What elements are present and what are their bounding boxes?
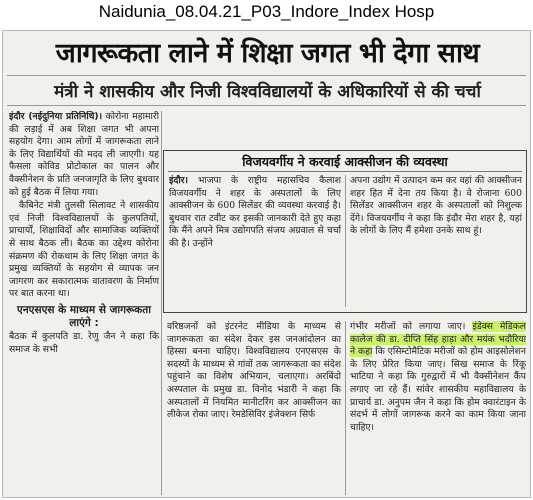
right-para xyxy=(350,321,526,434)
divider xyxy=(7,75,526,76)
box-divider xyxy=(168,171,522,172)
box-column-2 xyxy=(350,175,522,311)
subheadline: मंत्री ने शासकीय और निजी विश्वविद्यालयों के अधिकारियों से की चर्चा xyxy=(54,82,481,102)
headline: जागरूकता लाने में शिक्षा जगत भी देगा साथ xyxy=(55,38,480,69)
sidebar-story-box xyxy=(163,150,527,313)
divider xyxy=(7,105,526,106)
left-column xyxy=(9,111,159,497)
box-title: विजयवर्गीय ने करवाई आक्सीजन की व्यवस्था xyxy=(242,154,448,169)
file-caption: Naidunia_08.04.21_P03_Indore_Index Hosp xyxy=(98,2,435,21)
right-text-before: गंभीर मरीजों को लगाया जाए। xyxy=(350,321,466,332)
column-divider xyxy=(345,321,346,495)
column-divider xyxy=(161,111,162,495)
box-column-1 xyxy=(169,175,341,311)
left-para-1 xyxy=(9,111,159,199)
left-para-1-text: कोरोना महामारी की लड़ाई में अब शिक्षा जगत भी अपना सहयोग देगा। आम लोगों में जागरूकता लाने के लिए विद्यार्थियों की मदद ली जाएगी। यह फैसला कोविड प्रोटोकाल का पालन और वैक्सीनेशन के प्रति जनजागृति के लिए बुधवार को हुई बैठक में लिया गया। xyxy=(9,111,159,198)
newspaper-clipping xyxy=(2,30,531,498)
left-para-2: कैबिनेट मंत्री तुलसी सिलावट ने शासकीय एवं निजी विश्वविद्यालयों के कुलपतियों, प्राचार्यों, शिक्षाविदों और सामाजिक व्यक्तियों से साथ बैठक ली। बैठक का उद्देश्य कोरोना संक्रमण की रोकथाम के लिए शिक्षा जगत के प्रमुख व्यक्तियों के सहयोग से व्यापक जन जागरण कर सकारात्मक वातावरण के निर्माण पर बात करना था। xyxy=(9,200,159,300)
box-dateline: इंदौर। xyxy=(169,175,189,186)
box-column-divider xyxy=(345,175,346,307)
right-column xyxy=(350,321,526,497)
box-col1-text: भाजपा के राष्ट्रीय महासचिव कैलाश विजयवर्गीय ने शहर के अस्पतालों के लिए आक्सीजन के 600 सिलेंडर की व्यवस्था करवाई है। बुधवार रात टवीट कर इसकी जानकारी देते हुए कहा कि मैंने अपने मित्र उद्योगपति संजय अग्रवाल से चर्चा की है। उन्होंने xyxy=(169,175,341,249)
box-para-1 xyxy=(169,175,341,251)
box-para-2: अपना उद्योग में उत्पादन कम कर वहां की आक्सीजन शहर हित में देना तय किया है। वे रोजाना 600 सिलेंडर आक्सीजन शहर के अस्पतालों को निशुल्क देंगे। विजयवर्गीय ने कहा कि इंदौर मेरा शहर है, यहां के लोगों के लिए मैं हमेशा उनके साथ हूं। xyxy=(350,175,522,237)
right-text-after: कि एसिम्टोमैटिक मरीजों को होम आइसोलेशन के लिए प्रेरित किया जाए। सिख समाज के रिंकू भाटिया ने कहा कि गुरुद्वारों में भी वैक्सीनेशन कैंप लगाए जा रहे हैं। सांवेर शासकीय महाविद्यालय के प्राचार्य डा. अनुपम जैन ने कहा कि होम क्वारंटाइन के संदर्भ में लोगों जागरूक करने का काम किया जाना चाहिए। xyxy=(350,346,526,433)
dateline: इंदौर (नईदुनिया प्रतिनिधि)। xyxy=(9,111,103,122)
left-para-3: बैठक में कुलपति डा. रेणु जैन ने कहा कि समाज के सभी xyxy=(9,330,159,355)
section-subheading: एनएसएस के माध्यम से जागरूकता लाएंगे : xyxy=(17,303,151,329)
highlighted-text: इंडेक्स मेडिकल कालेज की डा. दीप्ति सिंह हाड़ा और मयंक भदौरिया ने कहा xyxy=(350,321,526,358)
middle-column xyxy=(167,321,341,497)
middle-para: वरिष्ठजनों को इंटरनेट मीडिया के माध्यम से जागरूकता का संदेश देकर इस जनआंदोलन का हिस्सा बनना चाहिए। विश्वविद्यालय एनएसएस के सदस्यों के माध्यम से गांवों तक जागरूकता का संदेश पहुंचाने का विशेष अभियान, चलाएगा। अरबिंदो अस्पताल के प्रमुख डा. विनोद भंडारी ने कहा कि अस्पतालों में नियमित मानीटरिंग कर आक्सीजन का लीकेज रोका जाए। रेमडेसिविर इंजेक्शन सिर्फ xyxy=(167,321,341,421)
